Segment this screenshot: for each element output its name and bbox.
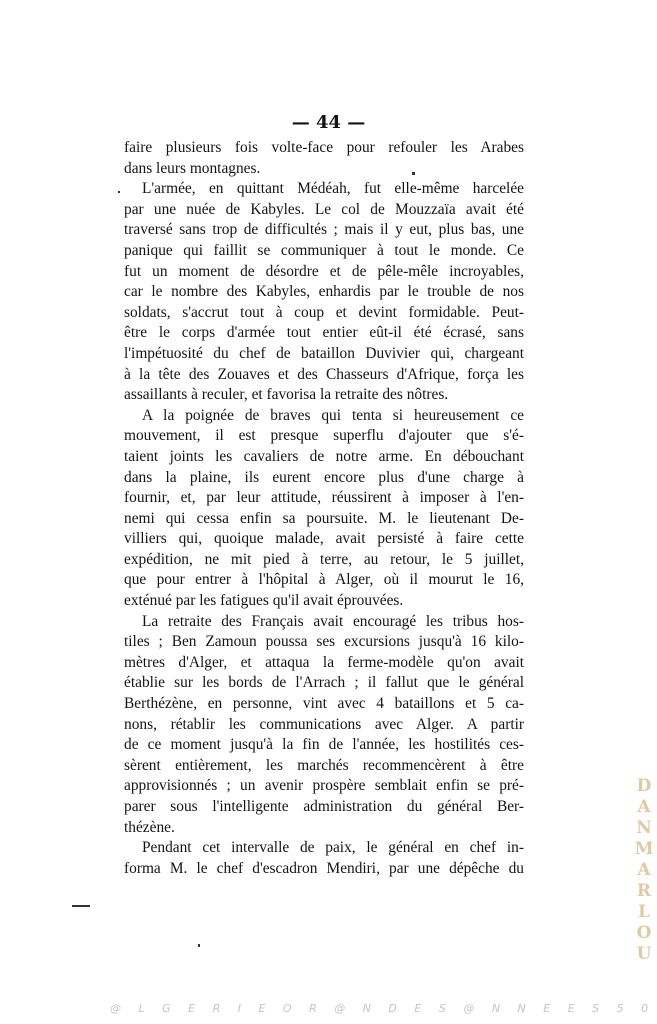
text-line: A la poignée de braves qui tenta si heureusement ce	[142, 406, 524, 424]
text-line: thézène.	[124, 818, 175, 836]
text-line: dans leurs montagnes.	[124, 159, 261, 177]
text-line: parer sous l'intelligente administration du général Ber-	[124, 798, 524, 815]
text-line: mouvement, il est presque superflu d'ajouter que s'é-	[124, 427, 524, 445]
text-line: sèrent entièrement, les marchés recommencèrent à être	[124, 756, 524, 774]
text-line: que pour entrer à l'hôpital à Alger, où il mourut le 16,	[124, 571, 524, 589]
text-line: nemi qui cessa enfin sa poursuite. M. le lieutenant De-	[124, 509, 524, 527]
text-line: taient joints les cavaliers de notre arme. En débouchant	[124, 447, 524, 465]
text-line: L'armée, en quittant Médéah, fut elle-même harcelée	[142, 180, 524, 198]
text-line: être le corps d'armée tout entier eût-il été écrasé, sans	[124, 324, 524, 342]
text-line: à la tête des Zouaves et des Chasseurs d'Afrique, força les	[124, 365, 524, 383]
text-line: établie sur les bords de l'Arrach ; il fallut que le général	[124, 674, 524, 692]
ink-speck	[198, 944, 200, 947]
ink-speck	[72, 905, 90, 907]
text-line: assaillants à reculer, et favorisa la retraite des nôtres.	[124, 386, 449, 404]
text-line: panique qui faillit se communiquer à tout le monde. Ce	[124, 241, 524, 259]
text-line: fut un moment de désordre et de pêle-mêle incroyables,	[124, 262, 524, 280]
text-line: traversé sans trop de difficultés ; mais il y eut, plus bas, une	[124, 221, 524, 239]
body-text	[124, 138, 524, 879]
text-line: mètres d'Alger, et attaqua la ferme-modèle qu'on avait	[124, 653, 524, 671]
text-line: nons, rétablir les communications avec Alger. A partir	[124, 715, 524, 733]
text-line: faire plusieurs fois volte-face pour refouler les Arabes	[124, 139, 524, 156]
ink-speck	[412, 172, 415, 175]
text-line: expédition, ne mit pied à terre, au retour, le 5 juillet,	[124, 550, 524, 568]
text-line: exténué par les fatigues qu'il avait éprouvées.	[124, 592, 404, 610]
text-line: Pendant cet intervalle de paix, le général en chef in-	[142, 839, 524, 857]
text-line: tiles ; Ben Zamoun poussa ses excursions jusqu'à 16 kilo-	[124, 633, 524, 651]
text-line: par une nuée de Kabyles. Le col de Mouzzaïa avait été	[124, 200, 524, 218]
footer-watermark: @ L G E R I E O R @ N D E S @ N N E E S 5 0	[110, 1002, 656, 1015]
page-number: — 44 —	[291, 112, 366, 133]
text-line: dans la plaine, ils eurent encore plus d'une charge à	[124, 468, 524, 486]
side-watermark: DANMARLOU	[634, 776, 654, 965]
text-line: Berthézène, en personne, vint avec 4 bataillons et 5 ca-	[124, 695, 524, 713]
text-line: de ce moment jusqu'à la fin de l'année, les hostilités ces-	[124, 736, 524, 754]
text-line: l'impétuosité du chef de bataillon Duvivier qui, chargeant	[124, 344, 524, 362]
ink-speck	[118, 191, 120, 193]
text-line: forma M. le chef d'escadron Mendiri, par une dépêche du	[124, 859, 524, 877]
text-line: villiers qui, quoique malade, avait persisté à faire cette	[124, 530, 524, 548]
text-line: fournir, et, par leur attitude, réussirent à imposer à l'en-	[124, 489, 524, 507]
text-line: approvisionnés ; un avenir prospère semblait enfin se pré-	[124, 777, 524, 795]
text-line: car le nombre des Kabyles, enhardis par le trouble de nos	[124, 283, 524, 301]
text-line: La retraite des Français avait encouragé les tribus hos-	[142, 612, 524, 630]
text-line: soldats, s'accrut tout à coup et devint formidable. Peut-	[124, 303, 524, 321]
